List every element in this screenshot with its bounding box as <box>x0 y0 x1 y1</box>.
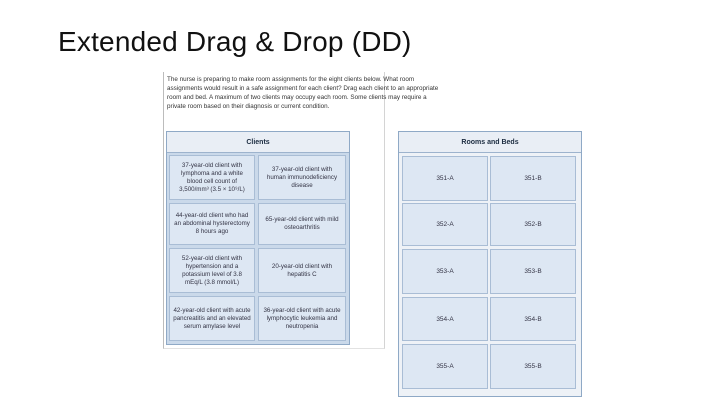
room-353-b[interactable]: 353-B <box>490 249 576 294</box>
client-card-hysterectomy[interactable]: 44-year-old client who had an abdominal hysterectomy 8 hours ago <box>169 203 255 245</box>
client-card-leukemia[interactable]: 36-year-old client with acute lymphocytic leukemia and neutropenia <box>258 296 346 341</box>
room-354-b[interactable]: 354-B <box>490 297 576 341</box>
rooms-panel-header: Rooms and Beds <box>399 132 581 153</box>
client-card-osteoarthritis[interactable]: 65-year-old client with mild osteoarthritis <box>258 203 346 245</box>
room-353-a[interactable]: 353-A <box>402 249 488 294</box>
client-card-hypertension[interactable]: 52-year-old client with hypertension and a potassium level of 3.8 mEq/L (3.8 mmol/L) <box>169 248 255 293</box>
slide-title: Extended Drag & Drop (DD) <box>58 26 412 57</box>
room-354-a[interactable]: 354-A <box>402 297 488 341</box>
client-card-hiv[interactable]: 37-year-old client with human immunodeficiency disease <box>258 155 346 200</box>
room-351-b[interactable]: 351-B <box>490 156 576 201</box>
room-355-a[interactable]: 355-A <box>402 344 488 389</box>
client-card-lymphoma[interactable]: 37-year-old client with lymphoma and a white blood cell count of 3,500/mm³ (3.5 × 10⁹/L) <box>169 155 255 200</box>
room-352-a[interactable]: 352-A <box>402 203 488 246</box>
client-card-pancreatitis[interactable]: 42-year-old client with acute pancreatitis and an elevated serum amylase level <box>169 296 255 341</box>
client-card-hepatitis[interactable]: 20-year-old client with hepatitis C <box>258 248 346 293</box>
room-351-a[interactable]: 351-A <box>402 156 488 201</box>
clients-panel-header: Clients <box>167 132 349 153</box>
room-352-b[interactable]: 352-B <box>490 203 576 246</box>
question-instructions: The nurse is preparing to make room assignments for the eight clients below. What room assignments would result in a safe assignment for each client? Drag each client to an appropriate room and bed. A maximum of two clients may occupy each room. Some clients may require a private room based on their diagnosis or current condition. <box>167 76 439 110</box>
room-355-b[interactable]: 355-B <box>490 344 576 389</box>
